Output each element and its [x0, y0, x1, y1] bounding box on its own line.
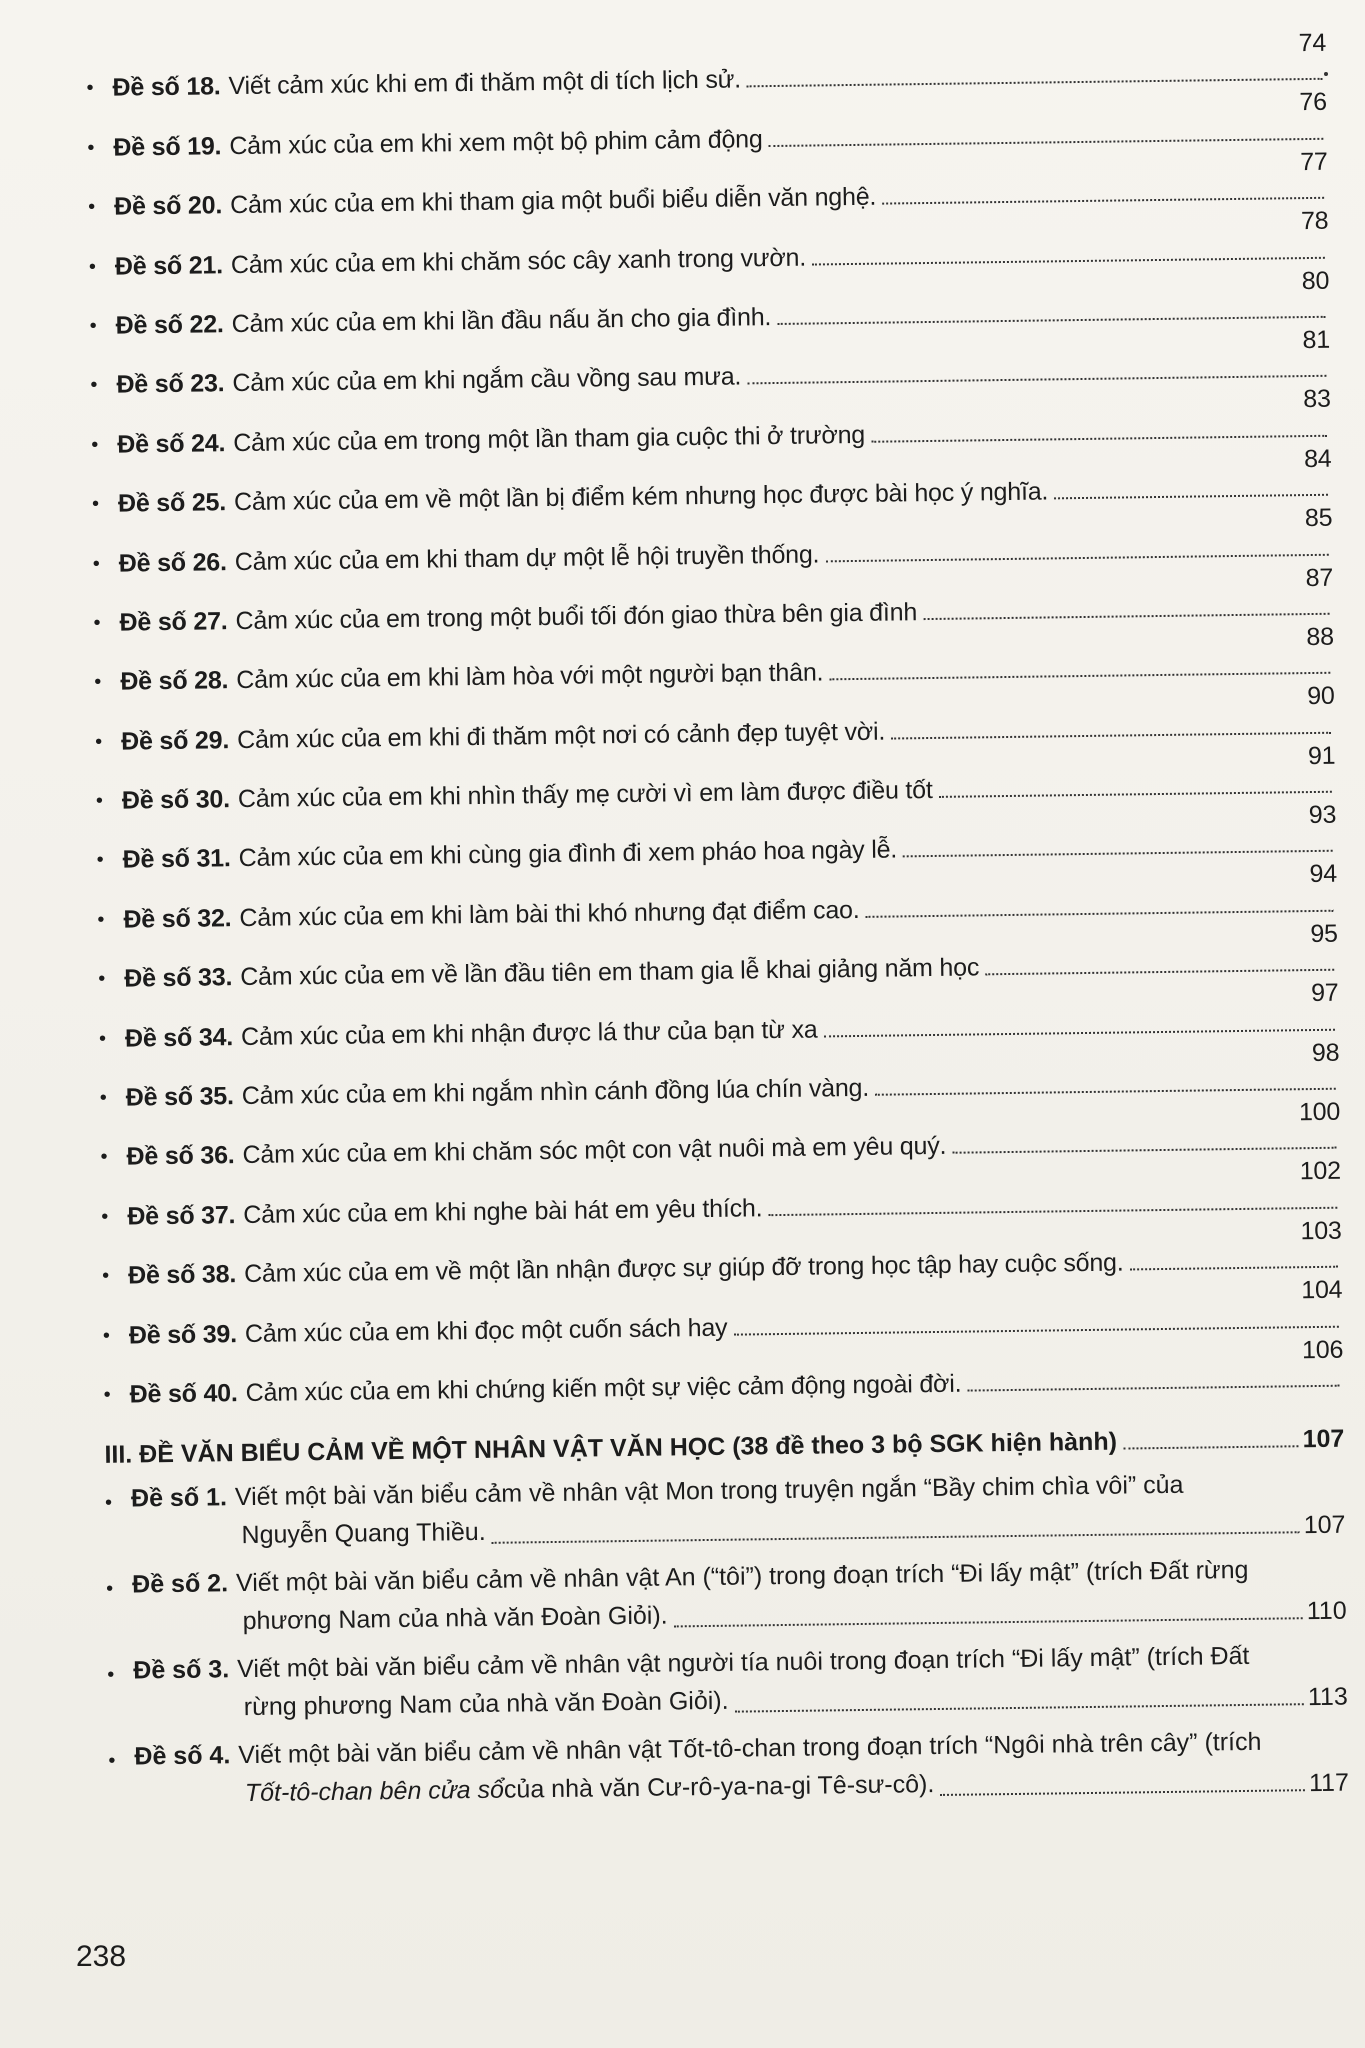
- bullet-icon: •: [88, 255, 96, 278]
- entry-title: Cảm xúc của em khi chứng kiến một sự việc cảm động ngoài đời.: [245, 1369, 962, 1408]
- bullet-icon: •: [94, 730, 103, 753]
- entry-label: Đề số 36.: [126, 1141, 235, 1171]
- section-heading[interactable]: [104, 1398, 1345, 1470]
- entry-page-number: 117: [1308, 1768, 1350, 1798]
- bullet-icon: •: [106, 1577, 114, 1600]
- entry-title: Cảm xúc của em về một lần bị điểm kém nhưng học được bài học ý nghĩa.: [233, 477, 1049, 517]
- dot-leader: [829, 672, 1330, 681]
- entry-page-number: 97: [1310, 978, 1339, 1008]
- entry-title: Cảm xúc của em khi nghe bài hát em yêu thích.: [243, 1194, 763, 1229]
- entry-page-number: 104: [1301, 1275, 1343, 1305]
- entry-title: Cảm xúc của em khi làm hòa với một người bạn thân.: [236, 658, 824, 695]
- toc-entry[interactable]: [105, 1464, 1346, 1556]
- dot-leader: [967, 1385, 1339, 1392]
- entry-page-number: 77: [1300, 147, 1328, 176]
- bullet-icon: •: [95, 789, 103, 813]
- entry-page-number: 103: [1300, 1216, 1342, 1246]
- dot-leader: [492, 1531, 1300, 1544]
- bullet-icon: •: [91, 433, 99, 456]
- entry-label: Đề số 24.: [117, 428, 226, 459]
- entry-label: Đề số 2.: [131, 1569, 229, 1599]
- bullet-icon: •: [94, 671, 102, 694]
- toc-entry[interactable]: [106, 1550, 1347, 1642]
- bullet-icon: •: [87, 196, 96, 219]
- entry-page-number: 85: [1304, 503, 1333, 533]
- entry-title-italic: Tốt-tô-chan bên cửa sổ: [244, 1775, 505, 1808]
- entry-title: Cảm xúc của em khi chăm sóc một con vật nuôi mà em yêu quý.: [242, 1132, 947, 1170]
- entry-title: Cảm xúc của em về lần đầu tiên em tham gia lễ khai giảng năm học: [240, 953, 980, 992]
- entry-page-number: 81: [1302, 325, 1331, 355]
- entry-title-continued: phương Nam của nhà văn Đoàn Giỏi).: [242, 1601, 668, 1636]
- entry-page-number: 80: [1301, 266, 1330, 295]
- entry-label: Đề số 3.: [133, 1655, 230, 1685]
- bullet-icon: •: [89, 314, 97, 337]
- dot-leader: [735, 1703, 1304, 1712]
- entry-label: Đề số 39.: [128, 1319, 238, 1350]
- bullet-icon: •: [101, 1205, 109, 1228]
- entry-title: Cảm xúc của em khi đi thăm một nơi có cảnh đẹp tuyệt vời.: [236, 717, 886, 754]
- entry-page-number: 88: [1306, 622, 1335, 651]
- entry-label: Đề số 21.: [114, 250, 224, 281]
- bullet-icon: •: [107, 1663, 115, 1686]
- bullet-icon: •: [108, 1749, 116, 1772]
- entry-label: Đề số 27.: [119, 607, 228, 637]
- dot-leader: [769, 138, 1324, 147]
- entry-label: Đề số 29.: [120, 725, 230, 756]
- dot-leader: [985, 969, 1334, 976]
- entry-label: Đề số 26.: [118, 547, 227, 578]
- entry-label: Đề số 30.: [121, 785, 231, 815]
- bullet-icon: •: [96, 849, 104, 872]
- toc-entry[interactable]: [107, 1636, 1348, 1728]
- entry-page-number: 98: [1311, 1038, 1340, 1067]
- bullet-icon: •: [97, 908, 105, 931]
- entry-label: Đề số 33.: [124, 963, 233, 993]
- section-page-number: 107: [1302, 1424, 1345, 1454]
- entry-label: Đề số 40.: [129, 1379, 238, 1409]
- entry-label: Đề số 34.: [124, 1022, 234, 1053]
- entry-title: Viết một bài văn biểu cảm về nhân vật Tốt-tô-chan trong đoạn trích “Ngôi nhà trên cây” (trích: [238, 1727, 1262, 1770]
- dot-leader: [1123, 1445, 1299, 1449]
- entry-label: Đề số 18.: [112, 72, 221, 103]
- dot-leader: [891, 731, 1331, 739]
- dot-leader: [825, 553, 1328, 562]
- entry-label: Đề số 20.: [113, 191, 223, 221]
- bullet-icon: •: [104, 1491, 113, 1514]
- entry-title-continued: rừng phương Nam của nhà văn Đoàn Giỏi).: [243, 1686, 729, 1722]
- bullet-icon: •: [86, 77, 94, 100]
- entry-title: Cảm xúc của em khi chăm sóc cây xanh trong vườn.: [230, 243, 807, 279]
- entry-page-number: 100: [1298, 1097, 1341, 1127]
- entry-title: Cảm xúc của em khi tham dự một lễ hội truyền thống.: [234, 539, 820, 576]
- entry-page-number: 83: [1303, 385, 1331, 414]
- entry-page-number: 106: [1301, 1335, 1344, 1364]
- dot-leader: [923, 613, 1329, 620]
- dot-leader: [1054, 494, 1328, 500]
- dot-leader: [1130, 1266, 1339, 1271]
- dot-leader: [733, 1325, 1338, 1335]
- page-number: 238: [76, 1940, 127, 1973]
- bullet-icon: •: [99, 1086, 107, 1109]
- entry-title: Cảm xúc của em khi ngắm cầu vồng sau mưa.: [232, 362, 742, 398]
- table-of-contents: [86, 28, 1349, 1814]
- dot-leader: [882, 197, 1324, 205]
- entry-title: Viết một bài văn biểu cảm về nhân vật người tía nuôi trong đoạn trích “Đi lấy mật” (trích Đất: [236, 1641, 1250, 1684]
- bullet-icon: •: [100, 1146, 108, 1169]
- dot-leader: [940, 1789, 1305, 1796]
- dot-leader: [952, 1147, 1336, 1154]
- section-title: III. ĐỀ VĂN BIỂU CẢM VỀ MỘT NHÂN VẬT VĂN HỌC (38 đề theo 3 bộ SGK hiện hành): [104, 1427, 1118, 1469]
- bullet-icon: •: [93, 611, 101, 634]
- dot-leader: [824, 1028, 1335, 1037]
- entry-title-continued: Nguyễn Quang Thiều.: [241, 1517, 486, 1550]
- entry-page-number: 74: [1298, 28, 1327, 58]
- bullet-icon: •: [103, 1383, 111, 1406]
- dot-leader: [777, 316, 1325, 325]
- entry-title: Cảm xúc của em khi đọc một cuốn sách hay: [244, 1313, 728, 1348]
- entry-page-number: 93: [1308, 800, 1337, 830]
- entry-title: Cảm xúc của em khi cùng gia đình đi xem pháo hoa ngày lễ.: [238, 835, 898, 873]
- dot-leader: [866, 910, 1334, 918]
- entry-title: Cảm xúc của em khi tham gia một buổi biểu diễn văn nghệ.: [229, 182, 877, 220]
- entry-label: Đề số 22.: [115, 310, 224, 340]
- entry-label: Đề số 4.: [134, 1741, 231, 1771]
- entry-page-number: 95: [1310, 919, 1338, 948]
- dot-leader: [871, 435, 1327, 443]
- entry-label: Đề số 25.: [117, 488, 227, 518]
- entry-page-number: 94: [1309, 860, 1338, 889]
- bullet-icon: •: [87, 136, 95, 159]
- entry-page-number: 113: [1307, 1682, 1348, 1712]
- entry-label: Đề số 1.: [130, 1483, 228, 1513]
- entry-label: Đề số 38.: [127, 1260, 237, 1290]
- entry-title: Cảm xúc của em khi làm bài thi khó nhưng đạt điểm cao.: [239, 895, 860, 932]
- dot-leader: [747, 78, 1323, 88]
- dot-leader: [747, 375, 1326, 385]
- entry-page-number: 87: [1305, 563, 1334, 592]
- bullet-icon: •: [98, 1027, 106, 1050]
- entry-label: Đề số 19.: [113, 132, 222, 162]
- entry-title-continued: của nhà văn Cư-rô-ya-na-gi Tê-sư-cô).: [503, 1770, 935, 1804]
- entry-page-number: 76: [1299, 88, 1328, 117]
- entry-title: Viết cảm xúc khi em đi thăm một di tích lịch sử.: [228, 65, 742, 101]
- entry-title: Viết một bài văn biểu cảm về nhân vật An (“tôi”) trong đoạn trích “Đi lấy mật” (trích Đất rừng: [235, 1555, 1249, 1598]
- entry-page-number: 91: [1307, 741, 1336, 770]
- bullet-icon: •: [101, 1265, 110, 1288]
- dot-leader: [939, 791, 1332, 798]
- dot-leader: [768, 1207, 1337, 1216]
- bullet-icon: •: [91, 492, 99, 516]
- entry-title: Cảm xúc của em khi nhìn thấy mẹ cười vì em làm được điều tốt: [237, 776, 933, 814]
- dot-leader: [812, 256, 1325, 265]
- entry-title: Cảm xúc của em khi xem một bộ phim cảm động: [229, 124, 763, 160]
- bullet-icon: •: [102, 1324, 110, 1347]
- entry-title: Viết một bài văn biểu cảm về nhân vật Mon trong truyện ngắn “Bầy chim chìa vôi” của: [234, 1470, 1184, 1512]
- entry-title: Cảm xúc của em trong một buổi tối đón giao thừa bên gia đình: [235, 598, 918, 635]
- entry-page-number: 110: [1306, 1596, 1347, 1626]
- bullet-icon: •: [92, 552, 100, 575]
- bullet-icon: •: [98, 968, 106, 991]
- dot-leader: [903, 850, 1333, 858]
- entry-label: Đề số 32.: [123, 904, 232, 934]
- entry-title: Cảm xúc của em trong một lần tham gia cuộc thi ở trường: [233, 420, 866, 457]
- entry-page-number: 78: [1300, 206, 1329, 236]
- entry-page-number: 84: [1303, 444, 1332, 473]
- entry-label: Đề số 35.: [125, 1082, 234, 1112]
- entry-title: Cảm xúc của em về một lần nhận được sự giúp đỡ trong học tập hay cuộc sống.: [243, 1248, 1124, 1289]
- dot-leader: [875, 1088, 1336, 1096]
- entry-page-number: 102: [1299, 1157, 1342, 1186]
- toc-entry[interactable]: [108, 1722, 1349, 1814]
- entry-title: Cảm xúc của em khi nhận được lá thư của bạn từ xa: [240, 1015, 818, 1051]
- entry-label: Đề số 37.: [127, 1200, 236, 1231]
- entry-label: Đề số 23.: [116, 369, 225, 399]
- entry-page-number: 90: [1307, 682, 1335, 711]
- entry-title: Cảm xúc của em khi ngắm nhìn cánh đồng lúa chín vàng.: [241, 1073, 870, 1111]
- entry-label: Đề số 31.: [122, 844, 231, 875]
- dot-leader: [674, 1617, 1303, 1627]
- entry-page-number: 107: [1303, 1510, 1346, 1540]
- entry-label: Đề số 28.: [120, 666, 229, 696]
- entry-title: Cảm xúc của em khi lần đầu nấu ăn cho gia đình.: [231, 303, 772, 339]
- bullet-icon: •: [90, 374, 98, 397]
